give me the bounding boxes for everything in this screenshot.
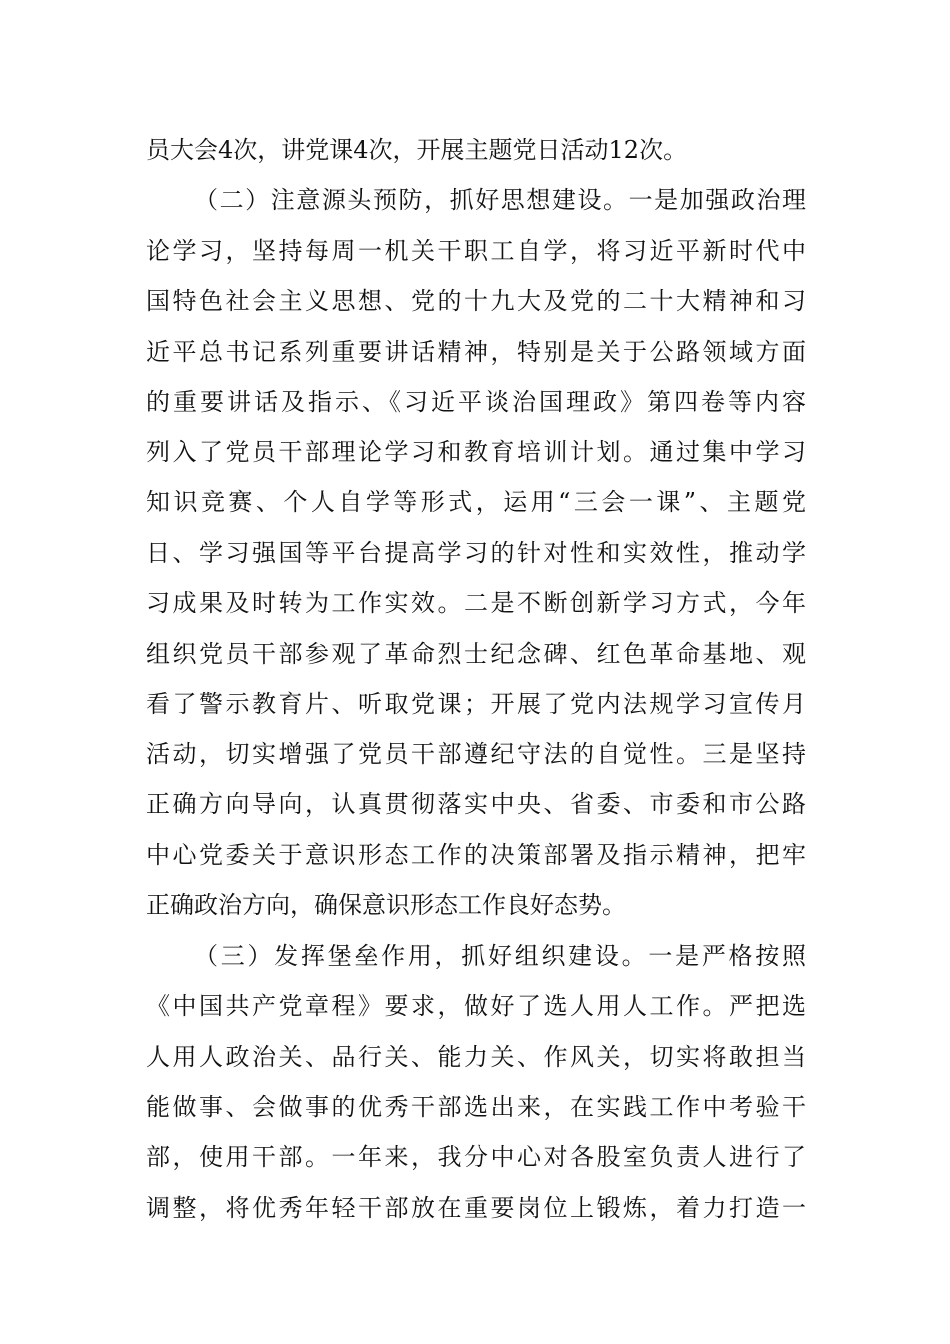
text-line: 《中国共产党章程》要求，做好了选人用人工作。严把选 <box>146 992 806 1020</box>
text-line: 调整，将优秀年轻干部放在重要岗位上锻炼，着力打造一 <box>146 1194 806 1222</box>
text-line: 正确政治方向，确保意识形态工作良好态势。 <box>146 891 626 919</box>
text-line: 论学习，坚持每周一机关干职工自学，将习近平新时代中 <box>146 237 806 265</box>
paragraph-heading-line: （二）注意源头预防，抓好思想建设。一是加强政治理 <box>194 186 806 214</box>
text-line: 部，使用干部。一年来，我分中心对各股室负责人进行了 <box>146 1143 806 1171</box>
text-line: 活动，切实增强了党员干部遵纪守法的自觉性。三是坚持 <box>146 740 806 768</box>
text-line: 中心党委关于意识形态工作的决策部署及指示精神，把牢 <box>146 841 806 869</box>
paragraph-heading-line: （三）发挥堡垒作用，抓好组织建设。一是严格按照 <box>194 942 806 970</box>
text-line: 近平总书记系列重要讲话精神，特别是关于公路领域方面 <box>146 338 806 366</box>
text-line: 日、学习强国等平台提高学习的针对性和实效性，推动学 <box>146 539 806 567</box>
text-line: 列入了党员干部理论学习和教育培训计划。通过集中学习 <box>146 438 806 466</box>
text-line: 国特色社会主义思想、党的十九大及党的二十大精神和习 <box>146 287 806 315</box>
text-line: 能做事、会做事的优秀干部选出来，在实践工作中考验干 <box>146 1093 806 1121</box>
text-line: 习成果及时转为工作实效。二是不断创新学习方式，今年 <box>146 589 806 617</box>
text-line: 组织党员干部参观了革命烈士纪念碑、红色革命基地、观 <box>146 640 806 668</box>
text-line: 正确方向导向，认真贯彻落实中央、省委、市委和市公路 <box>146 790 806 818</box>
text-line: 人用人政治关、品行关、能力关、作风关，切实将敢担当 <box>146 1043 806 1071</box>
text-line: 知识竞赛、个人自学等形式，运用“三会一课”、主题党 <box>146 488 806 516</box>
text-line: 看了警示教育片、听取党课；开展了党内法规学习宣传月 <box>146 690 806 718</box>
text-line: 员大会4次，讲党课4次，开展主题党日活动12次。 <box>146 136 688 164</box>
text-line: 的重要讲话及指示、《习近平谈治国理政》第四卷等内容 <box>146 388 806 416</box>
